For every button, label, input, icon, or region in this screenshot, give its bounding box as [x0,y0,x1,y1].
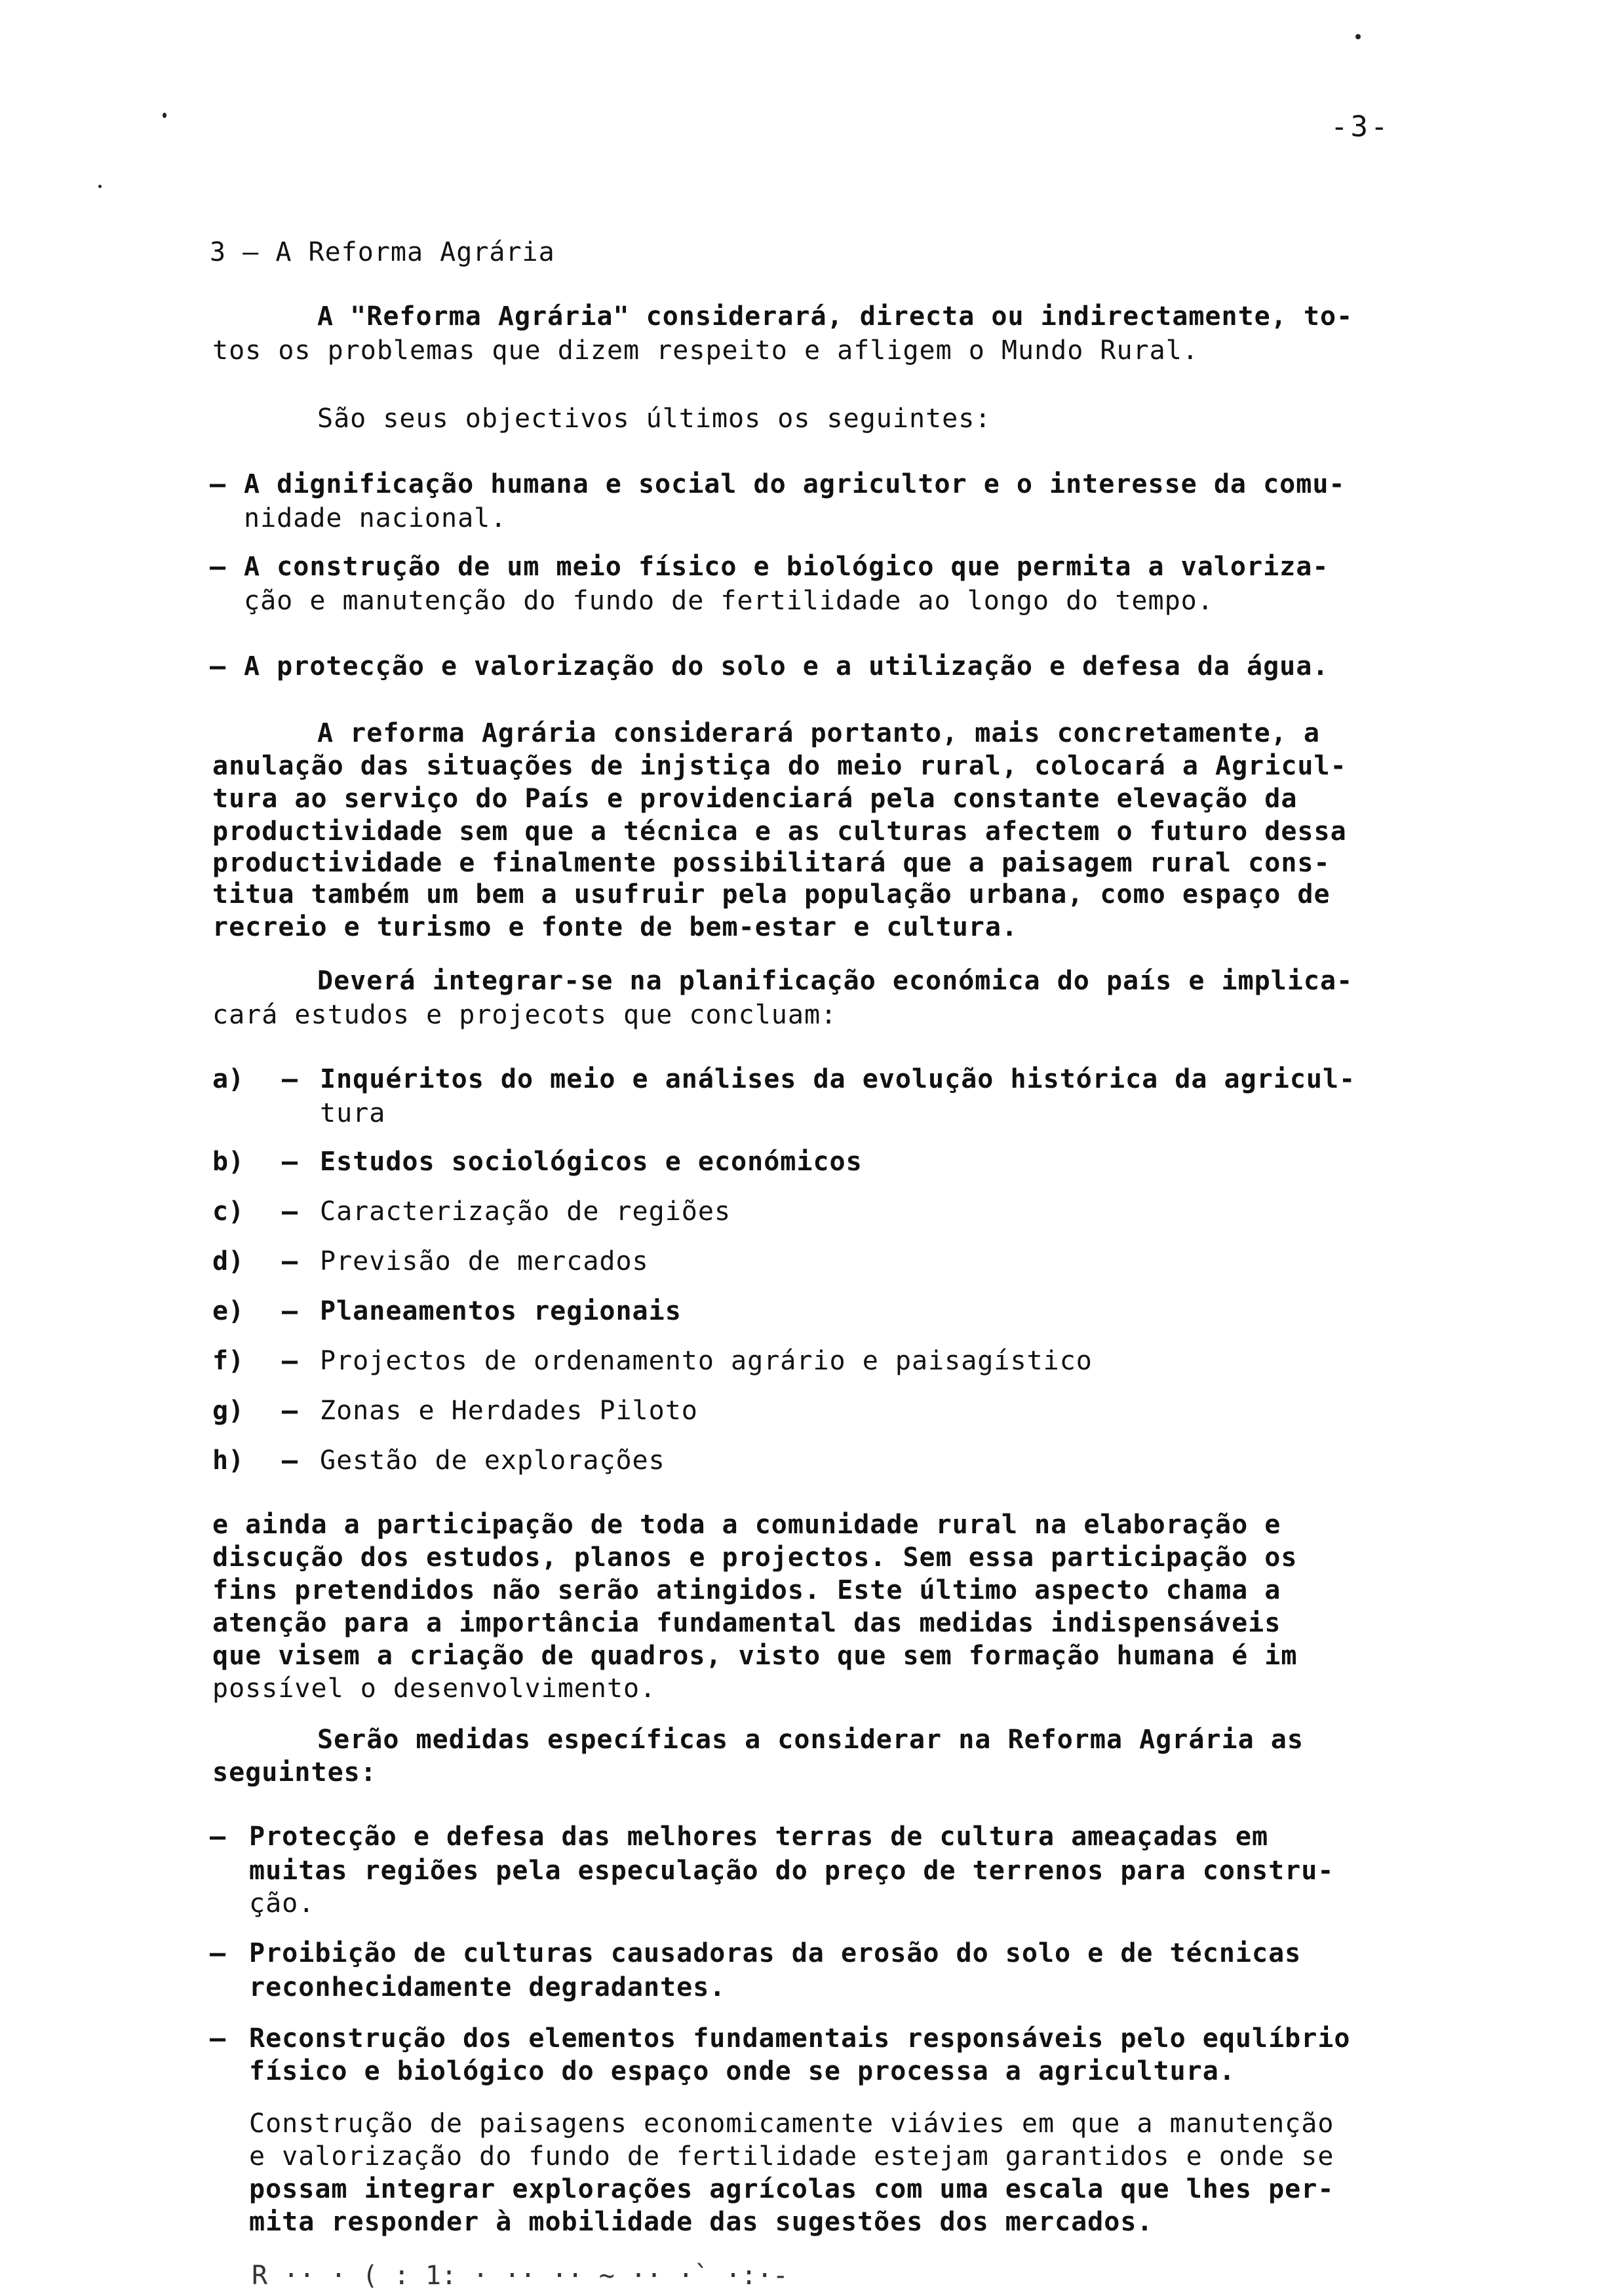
measure-line: muitas regiões pela especulação do preço de terrenos para constru- [249,1856,1334,1886]
paragraph-line: Serão medidas específicas a considerar na Reforma Agrária as [317,1725,1304,1755]
measure-line: Reconstrução dos elementos fundamentais responsáveis pelo equlíbrio [249,2023,1351,2054]
section-title: 3 – A Reforma Agrária [210,237,555,267]
study-line: Inquéritos do meio e análises da evolução histórica da agricul- [320,1064,1356,1094]
paragraph-line: discução dos estudos, planos e projectos. Sem essa participação os [212,1542,1298,1573]
objective-line: nidade nacional. [244,503,507,533]
measure-line: ção. [249,1888,315,1919]
paragraph-line: recreio e turismo e fonte de bem-estar e cultura. [212,912,1019,942]
list-dash: – [282,1064,298,1094]
list-dash: – [282,1445,298,1476]
list-letter: b) [212,1147,244,1177]
list-dash: – [282,1196,298,1227]
cut-off-footer-text: R ·· · ( : 1: · ·· ·· ~ ·· ·` ·:·- [252,2261,788,2291]
list-dash: – [282,1396,298,1426]
list-letter: f) [212,1346,244,1376]
scan-speck [1355,34,1361,39]
scan-speck [163,113,166,118]
list-letter: g) [212,1396,244,1426]
paragraph-line: seguintes: [212,1757,377,1788]
study-line: Gestão de explorações [320,1445,665,1476]
paragraph-line: productividade sem que a técnica e as culturas afectem o futuro dessa [212,816,1347,847]
study-line: Zonas e Herdades Piloto [320,1396,698,1426]
measure-line: Proibição de culturas causadoras da erosão do solo e de técnicas [249,1938,1302,1968]
study-line: Planeamentos regionais [320,1296,682,1326]
intro-line: tos os problemas que dizem respeito e afligem o Mundo Rural. [212,335,1199,366]
paragraph-line: Construção de paisagens economicamente viávies em que a manutenção [249,2109,1334,2139]
paragraph-line: fins pretendidos não serão atingidos. Este último aspecto chama a [212,1575,1281,1605]
list-dash: – [210,651,226,681]
list-letter: e) [212,1296,244,1326]
objective-line: A protecção e valorização do solo e a utilização e defesa da água. [244,651,1329,681]
paragraph-line: atenção para a importância fundamental das medidas indispensáveis [212,1608,1281,1638]
list-letter: a) [212,1064,244,1094]
list-dash: – [210,1938,226,1968]
paragraph-line: e valorização do fundo de fertilidade estejam garantidos e onde se [249,2141,1334,2172]
paragraph-line: tura ao serviço do País e providenciará pela constante elevação da [212,784,1298,814]
list-dash: – [210,2023,226,2054]
paragraph-line: Deverá integrar-se na planificação económica do país e implica- [317,966,1353,996]
measure-line: físico e biológico do espaço onde se processa a agricultura. [249,2056,1236,2086]
page-number: -3- [1331,110,1391,144]
list-dash: – [210,552,226,582]
list-letter: c) [212,1196,244,1227]
paragraph-line: que visem a criação de quadros, visto que sem formação humana é im [212,1641,1298,1671]
paragraph-line: possível o desenvolvimento. [212,1674,657,1704]
study-line: Estudos sociológicos e económicos [320,1147,863,1177]
paragraph-line: titua também um bem a usufruir pela população urbana, como espaço de [212,879,1331,909]
list-dash: – [282,1346,298,1376]
scan-speck [98,185,102,188]
objective-line: A dignificação humana e social do agricultor e o interesse da comu- [244,469,1346,499]
list-letter: d) [212,1246,244,1276]
objective-line: A construção de um meio físico e biológico que permita a valoriza- [244,552,1329,582]
paragraph-line: cará estudos e projecots que concluam: [212,1000,838,1030]
list-dash: – [210,1822,226,1852]
paragraph-line: anulação das situações de injstiça do meio rural, colocará a Agricul- [212,751,1347,781]
list-dash: – [282,1246,298,1276]
study-line: tura [320,1098,386,1128]
measure-line: Protecção e defesa das melhores terras de cultura ameaçadas em [249,1822,1269,1852]
paragraph-line: productividade e finalmente possibilitará que a paisagem rural cons- [212,848,1331,878]
intro-line: A "Reforma Agrária" considerará, directa ou indirectamente, to- [317,301,1353,332]
objective-line: ção e manutenção do fundo de fertilidade ao longo do tempo. [244,586,1214,616]
list-dash: – [210,469,226,499]
list-letter: h) [212,1445,244,1476]
list-dash: – [282,1296,298,1326]
paragraph-line: e ainda a participação de toda a comunidade rural na elaboração e [212,1510,1281,1540]
paragraph-line: A reforma Agrária considerará portanto, mais concretamente, a [317,718,1321,748]
paragraph-line: mita responder à mobilidade das sugestões dos mercados. [249,2207,1154,2237]
paragraph-line: possam integrar explorações agrícolas com uma escala que lhes per- [249,2174,1334,2204]
objectives-lead: São seus objectivos últimos os seguintes: [317,404,992,434]
study-line: Caracterização de regiões [320,1196,731,1227]
study-line: Previsão de mercados [320,1246,649,1276]
list-dash: – [282,1147,298,1177]
study-line: Projectos de ordenamento agrário e paisagístico [320,1346,1093,1376]
measure-line: reconhecidamente degradantes. [249,1972,726,2002]
